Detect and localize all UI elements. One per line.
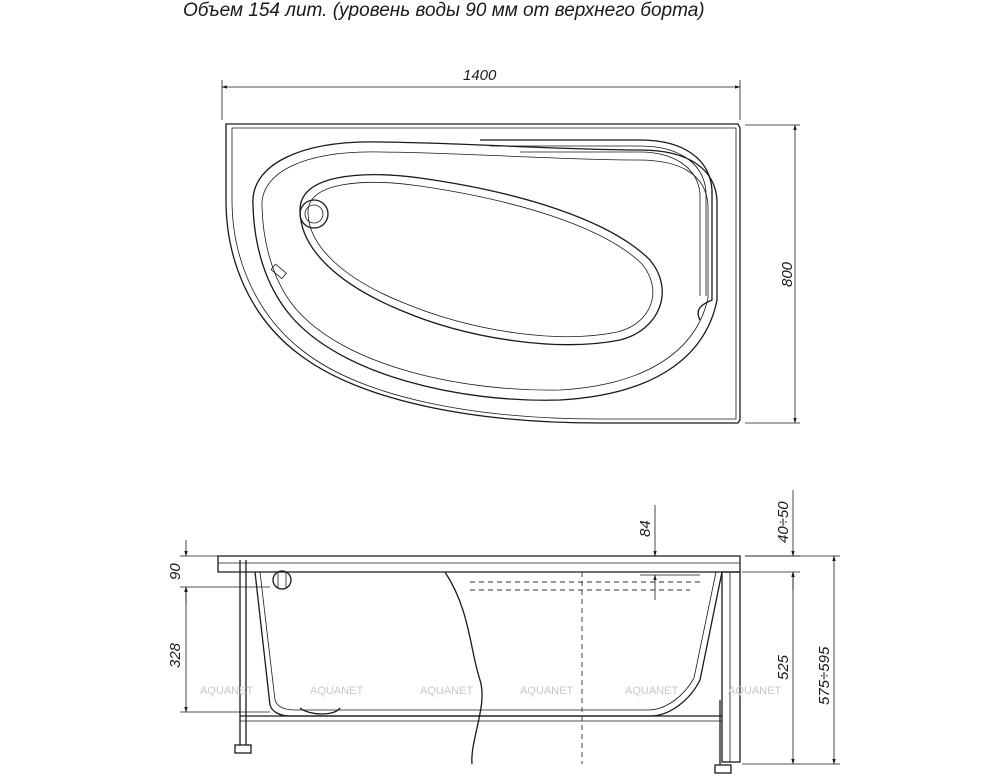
dim-4050-label: 40÷50: [775, 501, 792, 543]
bowl-inner: [262, 152, 708, 390]
corner-shelf: [480, 140, 712, 320]
watermark-row: [200, 685, 781, 697]
dim-1400-label: 1400: [463, 67, 497, 84]
watermark-5: AQUANET: [625, 685, 679, 697]
basin-outer: [300, 175, 662, 345]
corner-shelf-inner: [490, 146, 706, 296]
dim-575-label: 575÷595: [816, 646, 833, 705]
dim-525-label: 525: [775, 654, 792, 680]
dim-800-label: 800: [779, 261, 796, 287]
corner-shelf-step: [520, 152, 700, 296]
bath-outline: [226, 124, 740, 423]
bowl-outer: [253, 142, 717, 400]
watermark-6: AQUANET: [728, 685, 782, 697]
overflow-pipe-body: [278, 572, 286, 588]
dim-84-label: 84: [637, 520, 654, 537]
basin-inner: [308, 182, 653, 336]
page-title: Объем 154 лит. (уровень воды 90 мм от верхнего борта): [183, 0, 705, 21]
overflow-pipe: [273, 571, 291, 589]
overflow-slot: [271, 264, 286, 278]
front-panel: [722, 572, 740, 762]
watermark-1: AQUANET: [200, 685, 254, 697]
leg-right-foot: [715, 765, 731, 773]
watermark-2: AQUANET: [310, 685, 364, 697]
side-view: [167, 490, 840, 773]
watermark-4: AQUANET: [520, 685, 574, 697]
dim-90-label: 90: [167, 563, 184, 580]
top-view: [222, 67, 800, 423]
drain-outer: [300, 200, 328, 228]
leg-left-foot: [235, 745, 251, 753]
panel-curve: [445, 572, 482, 764]
drain-bottom: [300, 708, 340, 714]
dim-328-label: 328: [167, 642, 184, 668]
watermark-3: AQUANET: [420, 685, 474, 697]
side-rim: [218, 556, 740, 572]
